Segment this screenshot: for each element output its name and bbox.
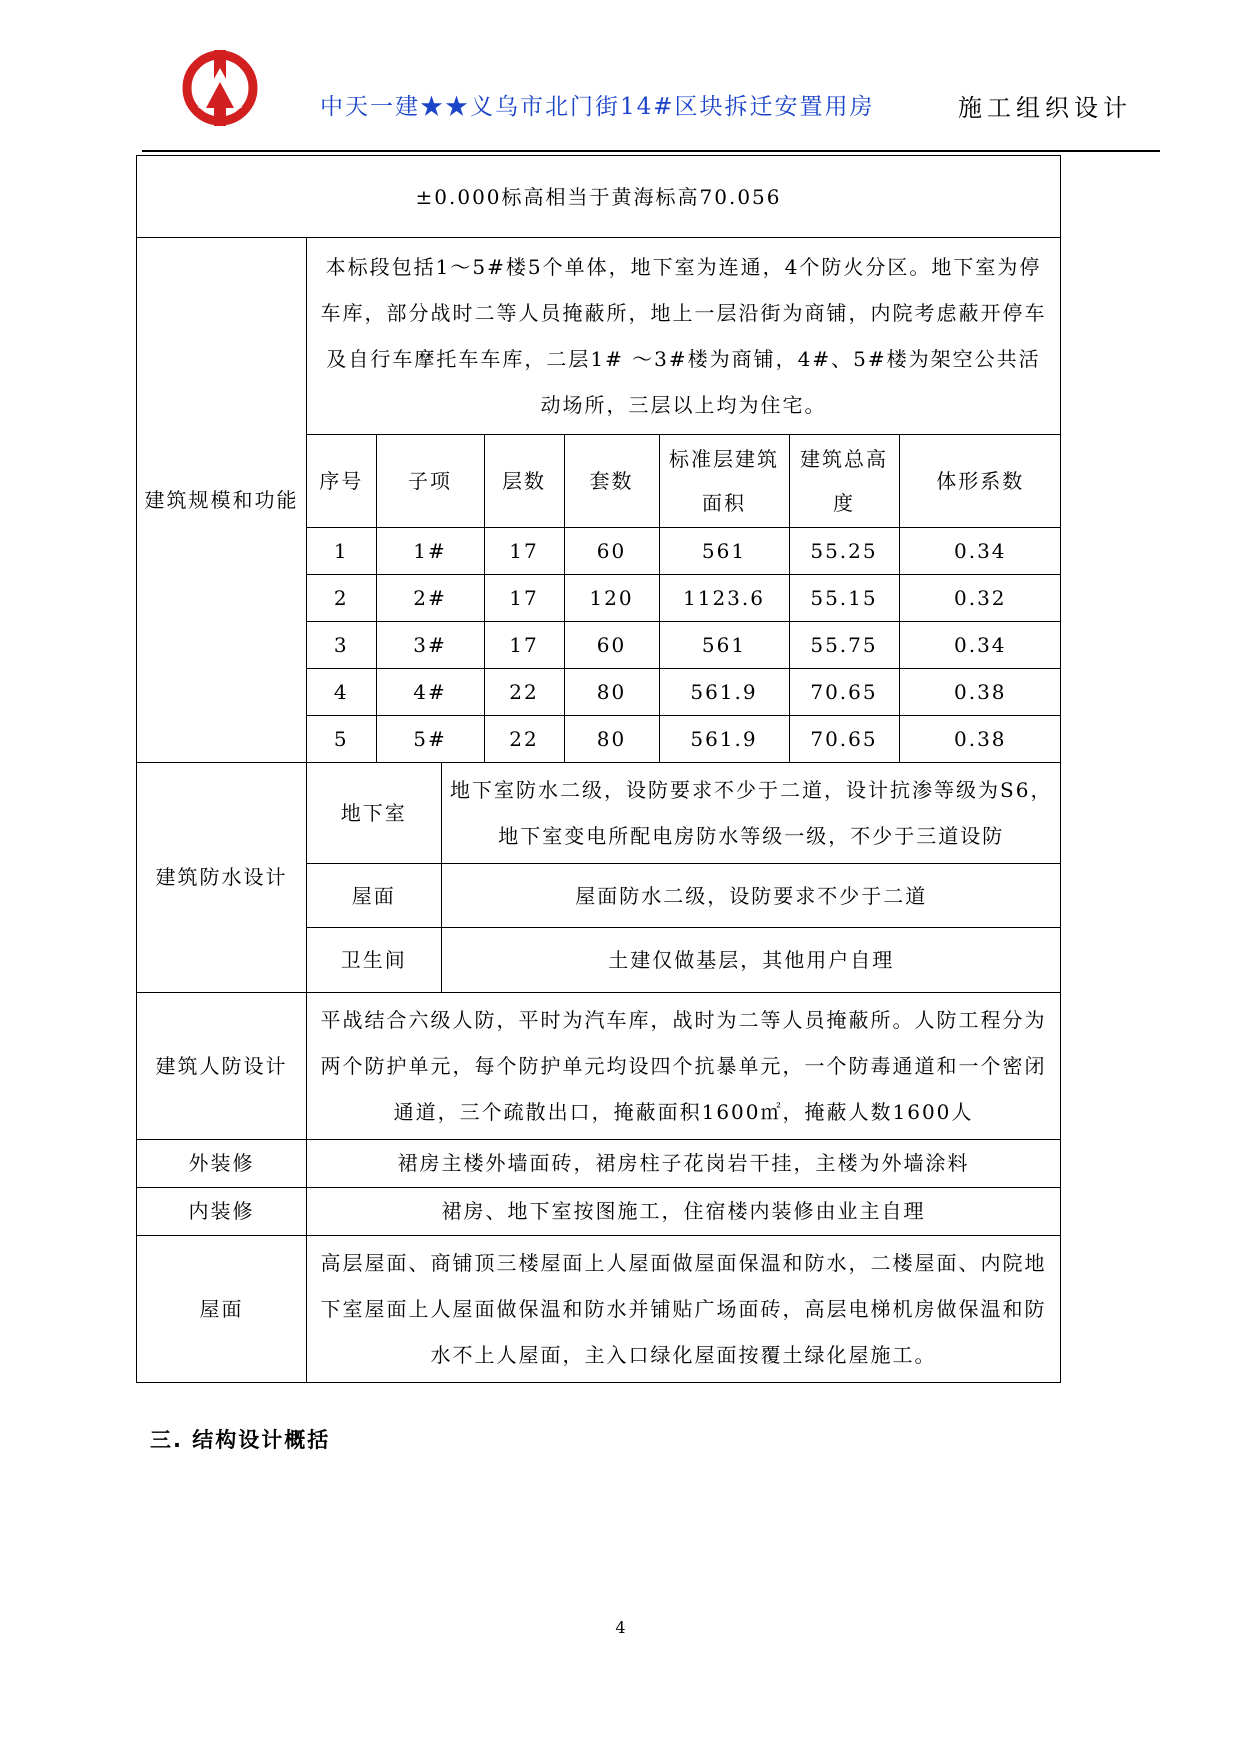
company-logo bbox=[180, 48, 260, 128]
bathroom-text: 土建仅做基层，其他用户自理 bbox=[441, 928, 1061, 992]
table-cell: 0.34 bbox=[899, 528, 1061, 575]
interior-label: 内装修 bbox=[137, 1187, 307, 1235]
roofing-label: 屋面 bbox=[137, 1235, 307, 1382]
header-divider bbox=[142, 150, 1160, 152]
table-cell: 60 bbox=[564, 622, 659, 669]
column-header: 子项 bbox=[376, 435, 484, 528]
page-number: 4 bbox=[615, 1618, 626, 1637]
column-header: 序号 bbox=[307, 435, 376, 528]
table-cell: 4# bbox=[376, 669, 484, 716]
table-cell: 561.9 bbox=[659, 669, 789, 716]
table-cell: 17 bbox=[484, 575, 564, 622]
table-row bbox=[307, 716, 1061, 763]
table-cell: 1# bbox=[376, 528, 484, 575]
table-cell: 3 bbox=[307, 622, 376, 669]
column-header: 标准层建筑面积 bbox=[659, 435, 789, 528]
table-cell: 22 bbox=[484, 716, 564, 763]
table-cell: 80 bbox=[564, 669, 659, 716]
table-cell: 70.65 bbox=[789, 669, 899, 716]
civil-defense-text: 平战结合六级人防，平时为汽车库，战时为二等人员掩蔽所。人防工程分为两个防护单元，每个防护单元均设四个抗暴单元，一个防毒通道和一个密闭通道，三个疏散出口，掩蔽面积1600㎡，掩蔽人数1600人 bbox=[307, 992, 1061, 1139]
document-type: 施工组织设计 bbox=[958, 94, 1132, 122]
table-cell: 80 bbox=[564, 716, 659, 763]
table-cell: 561 bbox=[659, 528, 789, 575]
roof-waterproof-label: 屋面 bbox=[307, 864, 441, 928]
roof-waterproof-text: 屋面防水二级，设防要求不少于二道 bbox=[441, 864, 1061, 928]
building-overview-table bbox=[136, 155, 1061, 1383]
table-cell: 120 bbox=[564, 575, 659, 622]
bathroom-label: 卫生间 bbox=[307, 928, 441, 992]
table-row bbox=[307, 528, 1061, 575]
table-cell: 60 bbox=[564, 528, 659, 575]
table-cell: 1123.6 bbox=[659, 575, 789, 622]
roofing-text: 高层屋面、商铺顶三楼屋面上人屋面做屋面保温和防水，二楼屋面、内院地下室屋面上人屋面做保温和防水并铺贴广场面砖，高层电梯机房做保温和防水不上人屋面，主入口绿化屋面按覆土绿化屋施工。 bbox=[307, 1235, 1061, 1382]
table-cell: 2# bbox=[376, 575, 484, 622]
table-cell: 22 bbox=[484, 669, 564, 716]
table-header-row bbox=[307, 435, 1061, 528]
table-row bbox=[307, 575, 1061, 622]
table-cell: 55.75 bbox=[789, 622, 899, 669]
exterior-text: 裙房主楼外墙面砖，裙房柱子花岗岩干挂，主楼为外墙涂料 bbox=[307, 1139, 1061, 1187]
table-cell: 4 bbox=[307, 669, 376, 716]
table-cell: 3# bbox=[376, 622, 484, 669]
civil-defense-label: 建筑人防设计 bbox=[137, 992, 307, 1139]
scale-label: 建筑规模和功能 bbox=[137, 238, 307, 763]
waterproof-label: 建筑防水设计 bbox=[137, 763, 307, 993]
table-cell: 55.25 bbox=[789, 528, 899, 575]
column-header: 体形系数 bbox=[899, 435, 1061, 528]
column-header: 建筑总高度 bbox=[789, 435, 899, 528]
table-cell: 5# bbox=[376, 716, 484, 763]
building-units-table bbox=[307, 435, 1061, 762]
interior-text: 裙房、地下室按图施工，住宿楼内装修由业主自理 bbox=[307, 1187, 1061, 1235]
table-cell: 5 bbox=[307, 716, 376, 763]
exterior-label: 外装修 bbox=[137, 1139, 307, 1187]
table-cell: 0.38 bbox=[899, 716, 1061, 763]
table-row bbox=[307, 669, 1061, 716]
elevation-note: ±0.000标高相当于黄海标高70.056 bbox=[137, 156, 1061, 238]
table-cell: 17 bbox=[484, 622, 564, 669]
table-cell: 2 bbox=[307, 575, 376, 622]
basement-waterproof-text: 地下室防水二级，设防要求不少于二道，设计抗渗等级为S6，地下室变电所配电房防水等级一级，不少于三道设防 bbox=[441, 763, 1061, 864]
table-row bbox=[307, 622, 1061, 669]
table-cell: 561.9 bbox=[659, 716, 789, 763]
table-cell: 55.15 bbox=[789, 575, 899, 622]
scale-description: 本标段包括1～5#楼5个单体，地下室为连通，4个防火分区。地下室为停车库，部分战时二等人员掩蔽所，地上一层沿街为商铺，内院考虑蔽开停车及自行车摩托车车库，二层1# ～3#楼为商铺，4#、5#楼为架空公共活动场所，三层以上均为住宅。 bbox=[307, 238, 1060, 435]
column-header: 套数 bbox=[564, 435, 659, 528]
table-cell: 0.32 bbox=[899, 575, 1061, 622]
table-cell: 70.65 bbox=[789, 716, 899, 763]
table-cell: 0.34 bbox=[899, 622, 1061, 669]
column-header: 层数 bbox=[484, 435, 564, 528]
table-cell: 17 bbox=[484, 528, 564, 575]
waterproof-table bbox=[307, 763, 1061, 992]
project-title: 中天一建★★义乌市北门街14#区块拆迁安置用房 bbox=[320, 94, 875, 120]
table-cell: 0.38 bbox=[899, 669, 1061, 716]
basement-label: 地下室 bbox=[307, 763, 441, 864]
table-cell: 561 bbox=[659, 622, 789, 669]
section-heading: 三. 结构设计概括 bbox=[150, 1428, 331, 1452]
table-cell: 1 bbox=[307, 528, 376, 575]
